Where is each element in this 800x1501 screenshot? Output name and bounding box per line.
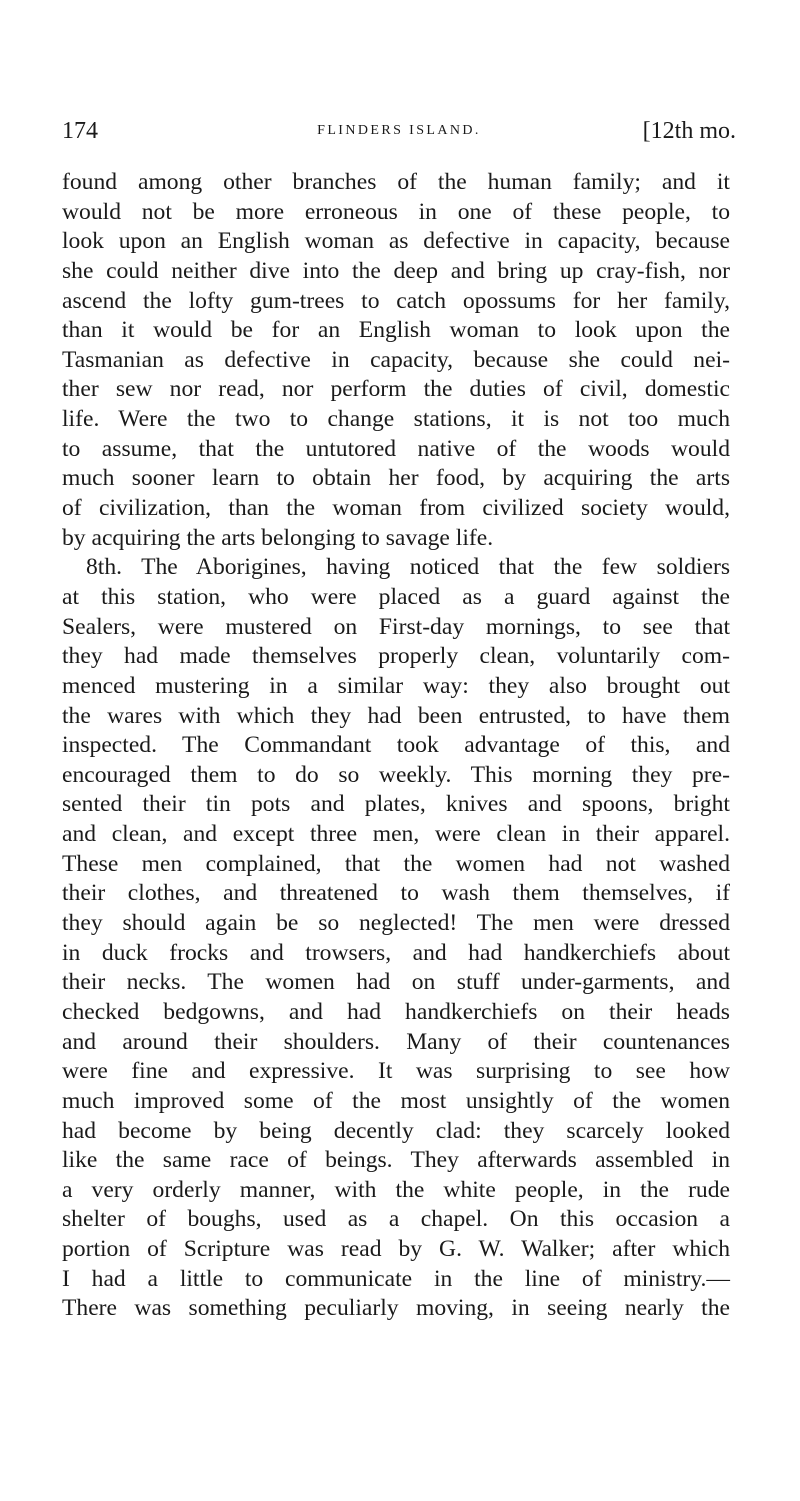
text-line: ther sew nor read, nor perform the duties of civil, domestic [62, 376, 730, 403]
text-line: ascend the lofty gum-trees to catch opossums for her family, [62, 287, 730, 314]
text-line: shelter of boughs, used as a chapel. On this occasion a [62, 1206, 730, 1233]
text-line: These men complained, that the women had not washed [62, 850, 730, 877]
text-line: look upon an English woman as defective in capacity, because [62, 228, 730, 255]
text-line: their clothes, and threatened to wash them themselves, if [62, 880, 730, 907]
text-line: inspected. The Commandant took advantage of this, and [62, 732, 730, 759]
text-line: menced mustering in a similar way: they also brought out [62, 672, 730, 699]
text-line: to assume, that the untutored native of the woods would [62, 435, 730, 462]
page-number: 174 [62, 118, 98, 144]
text-line: the wares with which they had been entrusted, to have them [62, 702, 730, 729]
text-line: were fine and expressive. It was surprising to see how [62, 1058, 730, 1085]
running-title: FLINDERS ISLAND. [317, 123, 481, 138]
text-line: Tasmanian as defective in capacity, because she could nei- [62, 346, 730, 373]
text-line: checked bedgowns, and had handkerchiefs on their heads [62, 998, 730, 1025]
text-line: life. Were the two to change stations, it is not too much [62, 406, 730, 433]
text-line: and around their shoulders. Many of their countenances [62, 1028, 730, 1055]
text-line: she could neither dive into the deep and bring up cray-fish, nor [62, 257, 730, 284]
body-text [62, 168, 730, 1324]
text-line: than it would be for an English woman to look upon the [62, 317, 730, 344]
text-line: portion of Scripture was read by G. W. Walker; after which [62, 1236, 730, 1263]
text-line: I had a little to communicate in the line of ministry.— [62, 1265, 730, 1292]
paragraph-start-line: 8th. The Aborigines, having noticed that the few soldiers [86, 554, 730, 581]
text-line: a very orderly manner, with the white people, in the rude [62, 1176, 730, 1203]
text-line: Sealers, were mustered on First-day mornings, to see that [62, 613, 730, 640]
text-line: found among other branches of the human family; and it [62, 169, 730, 195]
text-line: There was something peculiarly moving, in seeing nearly the [62, 1295, 730, 1322]
text-line: they should again be so neglected! The men were dressed [62, 910, 730, 937]
text-line: like the same race of beings. They afterwards assembled in [62, 1147, 730, 1174]
text-line: much sooner learn to obtain her food, by acquiring the arts [62, 465, 730, 492]
text-line: much improved some of the most unsightly of the women [62, 1087, 730, 1114]
text-line: would not be more erroneous in one of these people, to [62, 198, 730, 225]
text-line: and clean, and except three men, were clean in their apparel. [62, 821, 730, 848]
text-line: in duck frocks and trowsers, and had handkerchiefs about [62, 939, 730, 966]
running-header [62, 114, 736, 148]
running-date: [12th mo. [642, 118, 736, 144]
text-line: at this station, who were placed as a guard against the [62, 583, 730, 610]
text-line: encouraged them to do so weekly. This morning they pre- [62, 761, 730, 788]
paragraph-end-line: by acquiring the arts belonging to savage life. [62, 524, 494, 551]
text-line: they had made themselves properly clean, voluntarily com- [62, 643, 730, 670]
text-line: sented their tin pots and plates, knives and spoons, bright [62, 791, 730, 818]
text-line: had become by being decently clad: they scarcely looked [62, 1117, 730, 1144]
text-line: of civilization, than the woman from civilized society would, [62, 495, 730, 522]
text-line: their necks. The women had on stuff under-garments, and [62, 969, 730, 996]
